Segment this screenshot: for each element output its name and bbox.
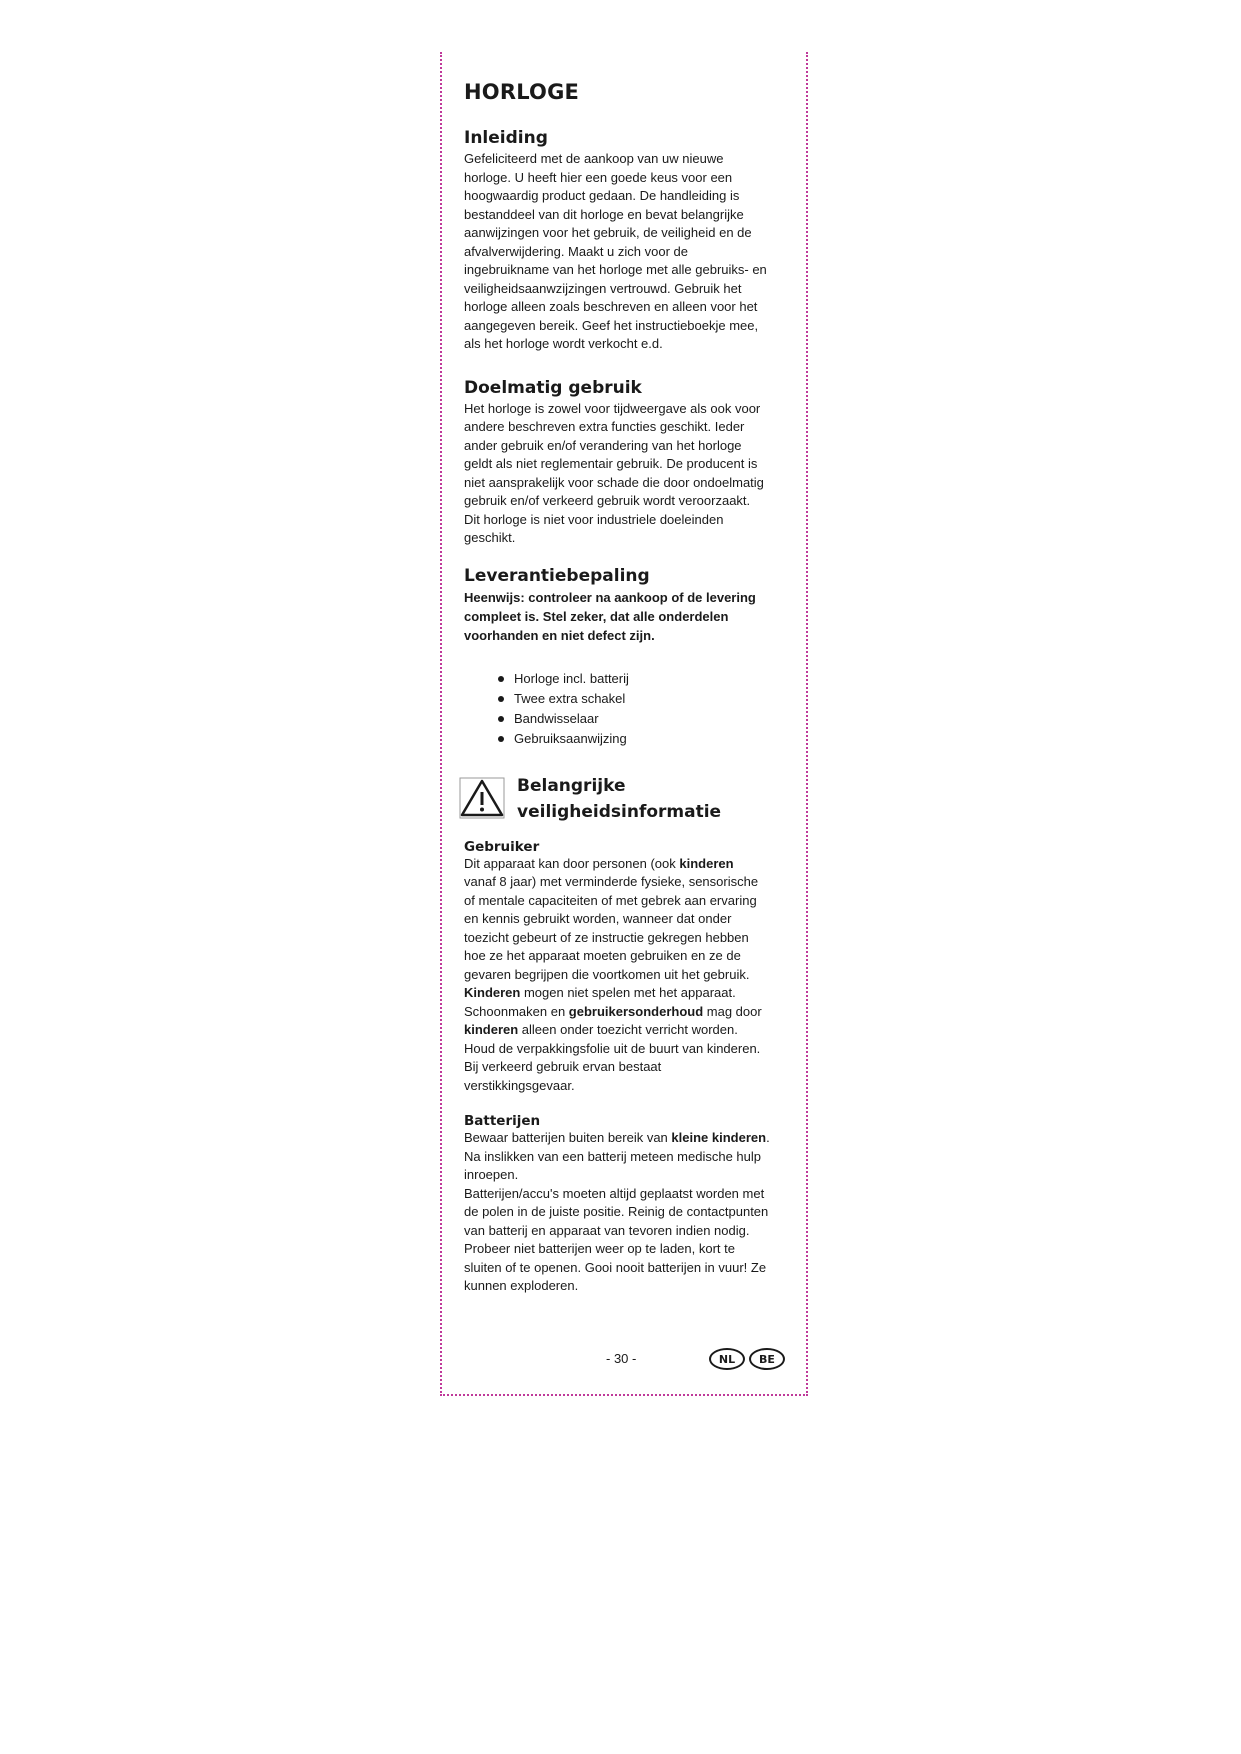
delivery-notice: Heenwijs: controleer na aankoop of de levering compleet is. Stel zeker, dat alle onderdelen voorhanden en niet defect zijn.: [464, 589, 756, 643]
list-item: Twee extra schakel: [498, 689, 794, 709]
warning-triangle-icon: [459, 777, 505, 819]
batteries-safety-text: Bewaar batterijen buiten bereik van kleine kinderen. Na inslikken van een batterij meteen medische hulp inroepen. Batterijen/accu's moeten altijd geplaatst worden met de polen in de juiste positie. Reinig de contactpunten van batterij en apparaat van tevoren indien nodig. Probeer niet batterijen weer op te laden, kort te sluiten of te openen. Gooi nooit batterijen in vuur! Ze kunnen exploderen.: [464, 1130, 770, 1293]
delivery-item-list: [464, 669, 794, 749]
safety-heading: Belangrijke veiligheidsinformatie: [517, 775, 722, 822]
intended-use-heading: Doelmatig gebruik: [464, 377, 642, 398]
list-item: Horloge incl. batterij: [498, 669, 794, 689]
language-badge-nl: NL: [709, 1348, 745, 1370]
intended-use-text: Het horloge is zowel voor tijdweergave als ook voor andere beschreven extra functies geschikt. Ieder ander gebruik en/of verandering van het horloge geldt als niet reglementair gebruik. De producent is niet aansprakelijk voor schade die door ondoelmatig gebruik en/of verkeerd gebruik wordt veroorzaakt. Dit horloge is niet voor industriele doeleinden geschikt.: [464, 400, 764, 545]
section-delivery: [464, 566, 794, 749]
user-safety-text: Dit apparaat kan door personen (ook kinderen vanaf 8 jaar) met verminderde fysieke, sensorische of mentale capaciteiten of met gebrek aan ervaring en kennis gebruikt worden, wanneer dat onder toezicht gebeurt of ze instructie gekregen hebben hoe ze het apparaat moeten gebruiken en ze de gevaren begrijpen die voortkomen uit het gebruik. Kinderen mogen niet spelen met het apparaat. Schoonmaken en gebruikersonderhoud mag door kinderen alleen onder toezicht verricht worden. Houd de verpakkingsfolie uit de buurt van kinderen. Bij verkeerd gebruik ervan bestaat verstikkingsgevaar.: [464, 855, 762, 1093]
section-intro: [464, 128, 794, 354]
document-title: HORLOGE: [464, 80, 580, 104]
safety-heading-block: [459, 773, 794, 825]
section-safety: [464, 773, 794, 1296]
page-number: - 30 -: [606, 1351, 637, 1366]
list-item: Gebruiksaanwijzing: [498, 729, 794, 749]
delivery-heading: Leverantiebepaling: [464, 565, 650, 586]
page-footer: [464, 1348, 794, 1372]
language-badge-be: BE: [749, 1348, 785, 1370]
language-badges: [709, 1348, 785, 1370]
section-intended-use: [464, 378, 794, 548]
intro-heading: Inleiding: [464, 128, 548, 148]
list-item: Bandwisselaar: [498, 709, 794, 729]
batteries-subheading: Batterijen: [464, 1113, 541, 1129]
manual-page-content: [464, 80, 794, 1296]
intro-text: Gefeliciteerd met de aankoop van uw nieuwe horloge. U heeft hier een goede keus voor een hoogwaardig product gedaan. De handleiding is bestanddeel van dit horloge en bevat belangrijke aanwijzingen voor het gebruik, de veiligheid en de afvalverwijdering. Maakt u zich voor de ingebruikname van het horloge met alle gebruiks- en veiligheidsaanwzijzingen vertrouwd. Gebruik het horloge alleen zoals beschreven en alleen voor het aangegeven bereik. Geef het instructieboekje mee, als het horloge wordt verkocht e.d.: [464, 151, 767, 351]
user-subheading: Gebruiker: [464, 838, 540, 855]
